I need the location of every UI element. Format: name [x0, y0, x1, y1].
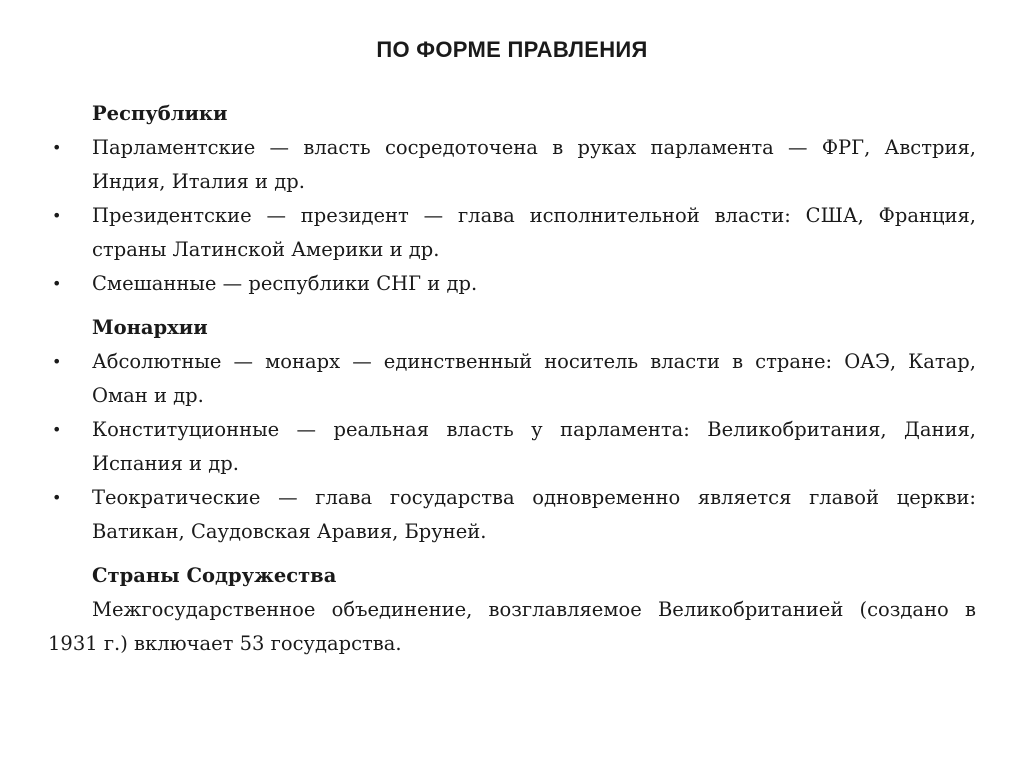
bullet-icon: •	[52, 206, 62, 225]
list-item-text: Президентские — президент — глава исполнительной власти: США, Франция, страны Латинской Америки и др.	[92, 204, 976, 261]
page-title: ПО ФОРМЕ ПРАВЛЕНИЯ	[376, 37, 648, 62]
bullet-icon: •	[52, 488, 62, 507]
list-item	[48, 413, 976, 481]
heading-commonwealth: Страны Содружества	[92, 564, 337, 587]
section-commonwealth	[48, 559, 976, 661]
list-republics	[48, 131, 976, 301]
section-monarchies	[48, 311, 976, 549]
list-item-text: Парламентские — власть сосредоточена в руках парламента — ФРГ, Австрия, Индия, Италия и др.	[92, 136, 976, 193]
list-item	[48, 345, 976, 413]
list-monarchies	[48, 345, 976, 549]
bullet-icon: •	[52, 352, 62, 371]
list-item-text: Конституционные — реальная власть у парламента: Великобритания, Дания, Испания и др.	[92, 418, 976, 475]
content	[48, 97, 976, 661]
list-item	[48, 199, 976, 267]
heading-republics: Республики	[92, 102, 228, 125]
list-item	[48, 267, 976, 301]
heading-monarchies: Монархии	[92, 316, 208, 339]
list-item-text: Смешанные — республики СНГ и др.	[92, 272, 478, 295]
list-item	[48, 131, 976, 199]
list-item-text: Теократические — глава государства одновременно является главой церкви: Ватикан, Саудовская Аравия, Бруней.	[92, 486, 976, 543]
bullet-icon: •	[52, 274, 62, 293]
bullet-icon: •	[52, 420, 62, 439]
list-item-text: Абсолютные — монарх — единственный носитель власти в стране: ОАЭ, Катар, Оман и др.	[92, 350, 976, 407]
commonwealth-paragraph: Межгосударственное объединение, возглавляемое Великобританией (создано в 1931 г.) включает 53 государства.	[48, 598, 976, 655]
bullet-icon: •	[52, 138, 62, 157]
section-republics	[48, 97, 976, 301]
list-item	[48, 481, 976, 549]
